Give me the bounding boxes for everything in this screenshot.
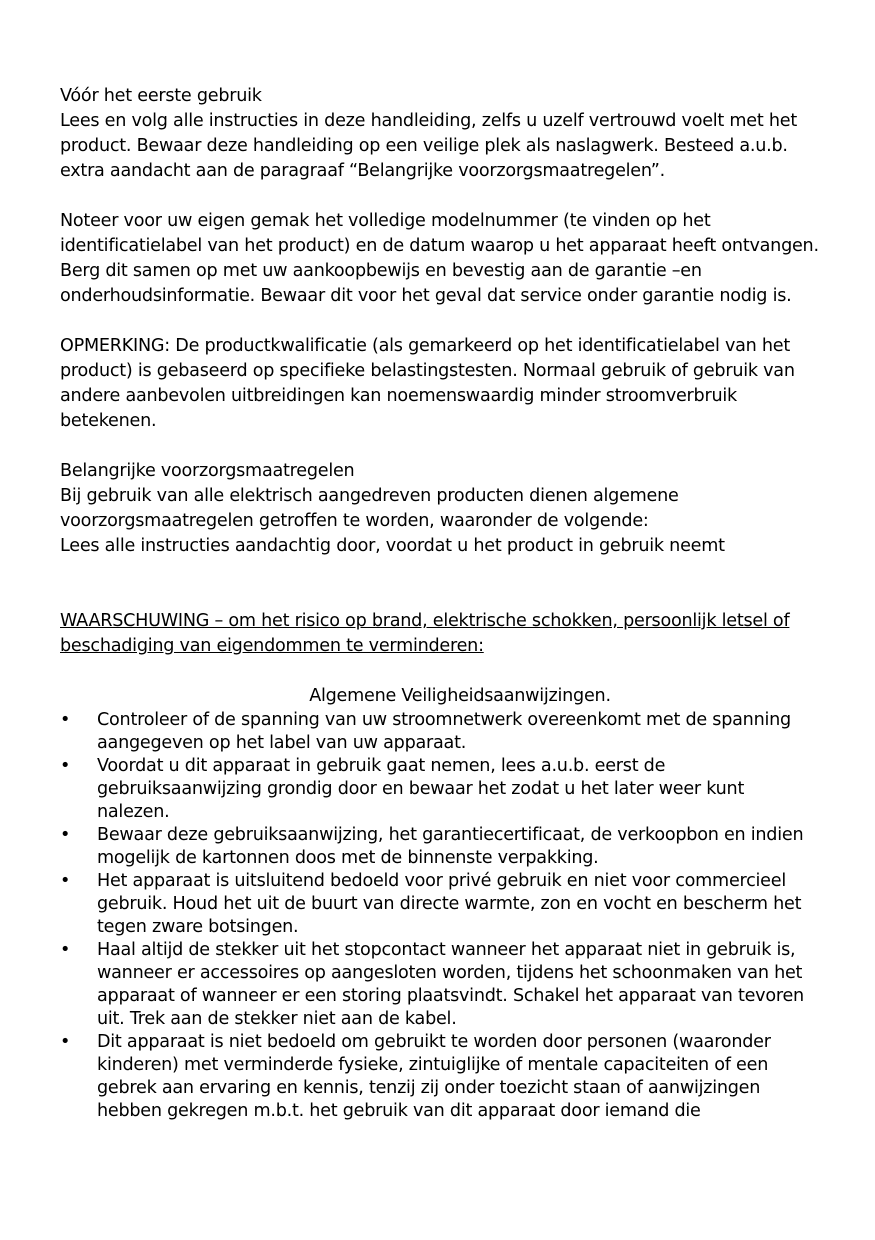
list-item-text: Controleer of de spanning van uw stroomnetwerk overeenkomt met de spanning aangegeven op het label van uw apparaat. xyxy=(97,710,791,753)
list-item xyxy=(60,755,820,824)
precautions-paragraph: Bij gebruik van alle elektrisch aangedreven producten dienen algemene voorzorgsmaatregelen getroffen te worden, waaronder de volgende: xyxy=(60,486,679,531)
bullet-icon: • xyxy=(60,710,71,730)
bullet-icon: • xyxy=(60,756,71,776)
bullet-icon: • xyxy=(60,825,71,845)
bullet-icon: • xyxy=(60,871,71,891)
model-number-paragraph: Noteer voor uw eigen gemak het volledige modelnummer (te vinden op het identificatielabel van het product) en de datum waarop u het apparaat heeft ontvangen. Berg dit samen op met uw aankoopbewijs en bevestig aan de garantie –en onderhoudsinformatie. Bewaar dit voor het geval dat service onder garantie nodig is. xyxy=(60,211,819,306)
list-item xyxy=(60,939,820,1031)
list-item xyxy=(60,709,820,755)
spacer xyxy=(60,659,820,684)
list-item-text: Voordat u dit apparaat in gebruik gaat nemen, lees a.u.b. eerst de gebruiksaanwijzing grondig door en bewaar het zodat u het later weer kunt nalezen. xyxy=(97,756,745,822)
spacer xyxy=(60,309,820,334)
spacer xyxy=(60,559,820,609)
list-item-text: Het apparaat is uitsluitend bedoeld voor privé gebruik en niet voor commercieel gebruik. Houd het uit de buurt van directe warmte, zon en vocht en bescherm het tegen zware botsingen. xyxy=(97,871,802,937)
precautions-heading: Belangrijke voorzorgsmaatregelen xyxy=(60,461,355,481)
first-use-paragraph: Lees en volg alle instructies in deze handleiding, zelfs u uzelf vertrouwd voelt met het product. Bewaar deze handleiding op een veilige plek als naslagwerk. Besteed a.u.b. extra aandacht aan de paragraaf “Belangrijke voorzorgsmaatregelen”. xyxy=(60,111,797,181)
document-page xyxy=(60,84,820,1123)
read-instructions-paragraph: Lees alle instructies aandachtig door, voordat u het product in gebruik neemt xyxy=(60,536,725,556)
list-item-text: Bewaar deze gebruiksaanwijzing, het garantiecertificaat, de verkoopbon en indien mogelijk de kartonnen doos met de binnenste verpakking. xyxy=(97,825,804,868)
list-item-text: Dit apparaat is niet bedoeld om gebruikt te worden door personen (waaronder kinderen) met verminderde fysieke, zintuiglijke of mentale capaciteiten of een gebrek aan ervaring en kennis, tenzij zij onder toezicht staan of aanwijzingen hebben gekregen m.b.t. het gebruik van dit apparaat door iemand die xyxy=(97,1032,771,1121)
list-item xyxy=(60,870,820,939)
list-item xyxy=(60,824,820,870)
bullet-icon: • xyxy=(60,1032,71,1052)
note-paragraph: OPMERKING: De productkwalificatie (als gemarkeerd op het identificatielabel van het product) is gebaseerd op specifieke belastingstesten. Normaal gebruik of gebruik van andere aanbevolen uitbreidingen kan noemenswaardig minder stroomverbruik betekenen. xyxy=(60,336,795,431)
safety-title: Algemene Veiligheidsaanwijzingen. xyxy=(309,686,611,706)
spacer xyxy=(60,434,820,459)
warning-paragraph: WAARSCHUWING – om het risico op brand, elektrische schokken, persoonlijk letsel of beschadiging van eigendommen te verminderen: xyxy=(60,611,790,656)
list-item xyxy=(60,1031,820,1123)
first-use-heading: Vóór het eerste gebruik xyxy=(60,86,262,106)
bullet-icon: • xyxy=(60,940,71,960)
safety-list xyxy=(60,709,820,1123)
spacer xyxy=(60,184,820,209)
list-item-text: Haal altijd de stekker uit het stopcontact wanneer het apparaat niet in gebruik is, wanneer er accessoires op aangesloten worden, tijdens het schoonmaken van het apparaat of wanneer er een storing plaatsvindt. Schakel het apparaat van tevoren uit. Trek aan de stekker niet aan de kabel. xyxy=(97,940,804,1029)
